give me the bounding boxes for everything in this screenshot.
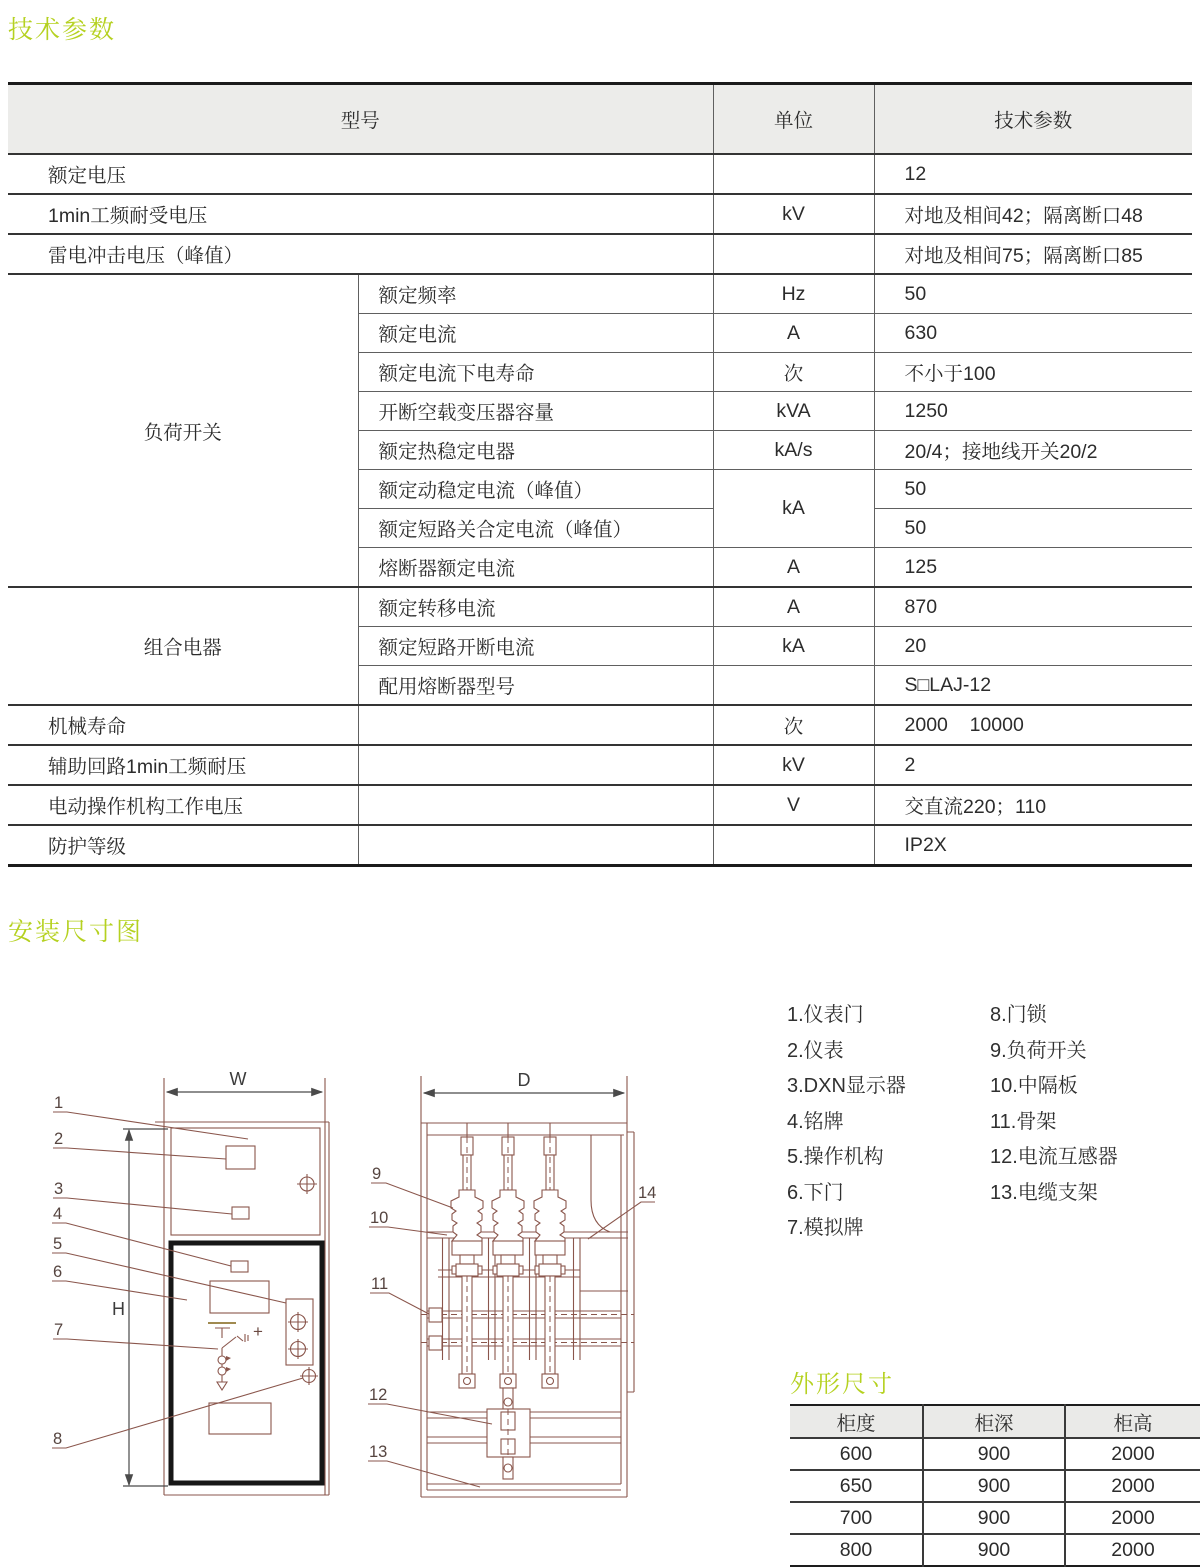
spec-value: 870 [874,587,1192,627]
spec-value: 125 [874,548,1192,588]
spec-label: 雷电冲击电压（峰值） [8,234,713,274]
empty-cell [358,705,713,745]
spec-label: 电动操作机构工作电压 [8,785,358,825]
spec-label: 额定电流下电寿命 [358,353,713,392]
spec-label: 防护等级 [8,825,358,866]
skeleton-bracket-lower [429,1336,442,1350]
dims-row [790,1534,1200,1566]
outline-dimensions-table [790,1404,1200,1567]
spec-header-model: 型号 [8,84,713,155]
legend-item: 10.中隔板 [990,1075,1078,1097]
legend-item: 9.负荷开关 [990,1039,1087,1062]
callout-7: 7 [54,1321,64,1339]
spec-unit: 次 [713,353,874,392]
spec-row [8,785,1192,825]
skeleton-bracket-upper [429,1308,442,1322]
legend-item: 2.仪表 [787,1039,844,1062]
spec-header-unit: 单位 [713,84,874,155]
legend-column-1 [787,998,990,1247]
spec-row [8,274,1192,314]
legend-item: 4.铭牌 [787,1110,844,1133]
dims-cell: 2000 [1065,1534,1200,1566]
callout-3: 3 [54,1180,64,1198]
dims-cell: 2000 [1065,1502,1200,1534]
dims-row [790,1502,1200,1534]
spec-value: 50 [874,470,1192,509]
leader-13 [368,1461,480,1487]
dims-cell: 650 [790,1470,923,1502]
legend-column-2 [990,998,1187,1247]
callout-10: 10 [370,1209,389,1227]
spec-unit [713,234,874,274]
bushing-right [534,1123,566,1388]
legend-item: 6.下门 [787,1181,844,1204]
spec-unit: kV [713,194,874,234]
spec-value: 2000 10000 [874,705,1192,745]
empty-cell [358,785,713,825]
spec-unit-ka-merged: kA [713,470,874,548]
mimic-diagram-symbol [208,1323,248,1390]
spec-label: 配用熔断器型号 [358,666,713,706]
nameplate-box [231,1261,248,1272]
bushing-middle [492,1123,524,1388]
legend-item: 3.DXN显示器 [787,1075,906,1097]
spec-value: 50 [874,274,1192,314]
spec-unit: Hz [713,274,874,314]
spec-unit [713,825,874,866]
spec-value: 50 [874,509,1192,548]
height-dimension-label: H [112,1299,125,1319]
leader-12 [368,1404,492,1424]
height-dimension-ticks [123,1129,168,1486]
leader-10 [369,1227,447,1235]
spec-value: 1250 [874,392,1192,431]
plus-mark: + [253,1322,263,1341]
dims-cell: 700 [790,1502,923,1534]
installation-dimension-drawing [40,1062,700,1562]
spec-label: 额定短路关合定电流（峰值） [358,509,713,548]
spec-unit: kVA [713,392,874,431]
callout-12: 12 [369,1386,388,1404]
legend-item: 7.模拟牌 [787,1217,864,1239]
legend-item: 1.仪表门 [787,1004,864,1026]
spec-label: 额定电压 [8,154,713,194]
side-rear-flange [627,1132,634,1392]
spec-label: 辅助回路1min工频耐压 [8,745,358,785]
legend-item: 5.操作机构 [787,1146,884,1168]
lower-door [171,1243,322,1483]
meter-box [226,1146,255,1169]
parts-legend [787,998,1187,1247]
leader-9 [371,1183,453,1208]
dims-header-row [790,1405,1200,1438]
spec-unit [713,154,874,194]
spec-unit: 次 [713,705,874,745]
front-view-drawing [52,1069,329,1495]
relay-duct [591,1135,610,1232]
spec-label: 开断空载变压器容量 [358,392,713,431]
spec-unit: kA/s [713,431,874,470]
spec-unit: kA [713,627,874,666]
spec-header-value: 技术参数 [874,84,1192,155]
callout-6: 6 [53,1263,63,1281]
section-title-overall-dims: 外形尺寸 [790,1371,894,1398]
side-view-drawing [368,1070,656,1497]
spec-label: 额定热稳定电器 [358,431,713,470]
section-title-install-dims: 安装尺寸图 [8,918,144,946]
spec-group-combined-apparatus: 组合电器 [8,587,358,705]
spec-row [8,587,1192,627]
spec-value: IP2X [874,825,1192,866]
dims-row [790,1470,1200,1502]
spec-unit: A [713,548,874,588]
spec-value: 20 [874,627,1192,666]
page-title-tech-params: 技术参数 [8,16,117,44]
spec-value: 20/4；接地线开关20/2 [874,431,1192,470]
spec-label: 额定电流 [358,314,713,353]
dxn-display-box [232,1207,249,1219]
busbar-centerlines [421,1315,634,1343]
spec-unit: kV [713,745,874,785]
spec-value: 12 [874,154,1192,194]
spec-table [8,82,1192,867]
callout-14: 14 [638,1184,657,1202]
current-transformer-assembly [487,1388,530,1479]
operating-mechanism-panel [286,1299,313,1365]
dims-cell: 2000 [1065,1470,1200,1502]
leader-2 [53,1148,226,1159]
dims-row [790,1438,1200,1470]
door-lock-screw [300,1367,318,1385]
width-dimension-label: W [229,1069,247,1089]
spec-row [8,194,1192,234]
legend-item: 8.门锁 [990,1004,1047,1026]
spec-group-load-switch: 负荷开关 [8,274,358,587]
spec-header-row [8,84,1192,155]
callout-4: 4 [53,1205,63,1223]
dims-cell: 600 [790,1438,923,1470]
spec-row [8,154,1192,194]
spec-unit: A [713,314,874,353]
legend-item: 13.电缆支架 [990,1181,1098,1204]
callout-13: 13 [369,1443,388,1461]
spec-label: 额定频率 [358,274,713,314]
spec-value: 630 [874,314,1192,353]
leader-1 [53,1112,248,1139]
spec-row [8,234,1192,274]
spec-unit: V [713,785,874,825]
lower-vent-box [209,1403,271,1434]
callout-8: 8 [53,1430,63,1448]
spec-value: 交直流220；110 [874,785,1192,825]
spec-label: 1min工频耐受电压 [8,194,713,234]
busbar-rails [427,1311,621,1346]
spec-row [8,705,1192,745]
spec-unit [713,666,874,706]
dims-cell: 900 [923,1438,1065,1470]
bushing-left [451,1123,483,1388]
leader-11 [370,1293,429,1314]
floor-lines [427,1484,621,1490]
callout-5: 5 [53,1235,63,1253]
spec-value: 对地及相间75；隔离断口85 [874,234,1192,274]
dims-cell: 2000 [1065,1438,1200,1470]
spec-row [8,745,1192,785]
empty-cell [358,745,713,785]
dims-cell: 900 [923,1502,1065,1534]
door-screw-top [297,1174,317,1194]
legend-item: 12.电流互感器 [990,1146,1118,1168]
empty-cell [358,825,713,866]
callout-1: 1 [54,1094,64,1112]
dims-header-height: 柜高 [1065,1405,1200,1438]
spec-label: 额定动稳定电流（峰值） [358,470,713,509]
leader-6 [52,1281,187,1300]
dims-cell: 800 [790,1534,923,1566]
legend-item: 11.骨架 [990,1110,1057,1133]
spec-label: 额定转移电流 [358,587,713,627]
callout-9: 9 [372,1165,382,1183]
dims-header-width: 柜度 [790,1405,923,1438]
dims-header-depth: 柜深 [923,1405,1065,1438]
dims-cell: 900 [923,1470,1065,1502]
callout-11: 11 [371,1275,389,1293]
spec-label: 额定短路开断电流 [358,627,713,666]
spec-value: S□LAJ-12 [874,666,1192,706]
depth-dimension-label: D [517,1070,531,1090]
spec-value: 不小于100 [874,353,1192,392]
leader-8 [52,1378,303,1448]
leader-3 [53,1198,232,1214]
dims-cell: 900 [923,1534,1065,1566]
spec-label: 机械寿命 [8,705,358,745]
spec-row [8,825,1192,866]
leader-7 [53,1339,218,1349]
spec-value: 对地及相间42；隔离断口48 [874,194,1192,234]
spec-value: 2 [874,745,1192,785]
spec-unit: A [713,587,874,627]
callout-2: 2 [54,1130,64,1148]
spec-label: 熔断器额定电流 [358,548,713,588]
